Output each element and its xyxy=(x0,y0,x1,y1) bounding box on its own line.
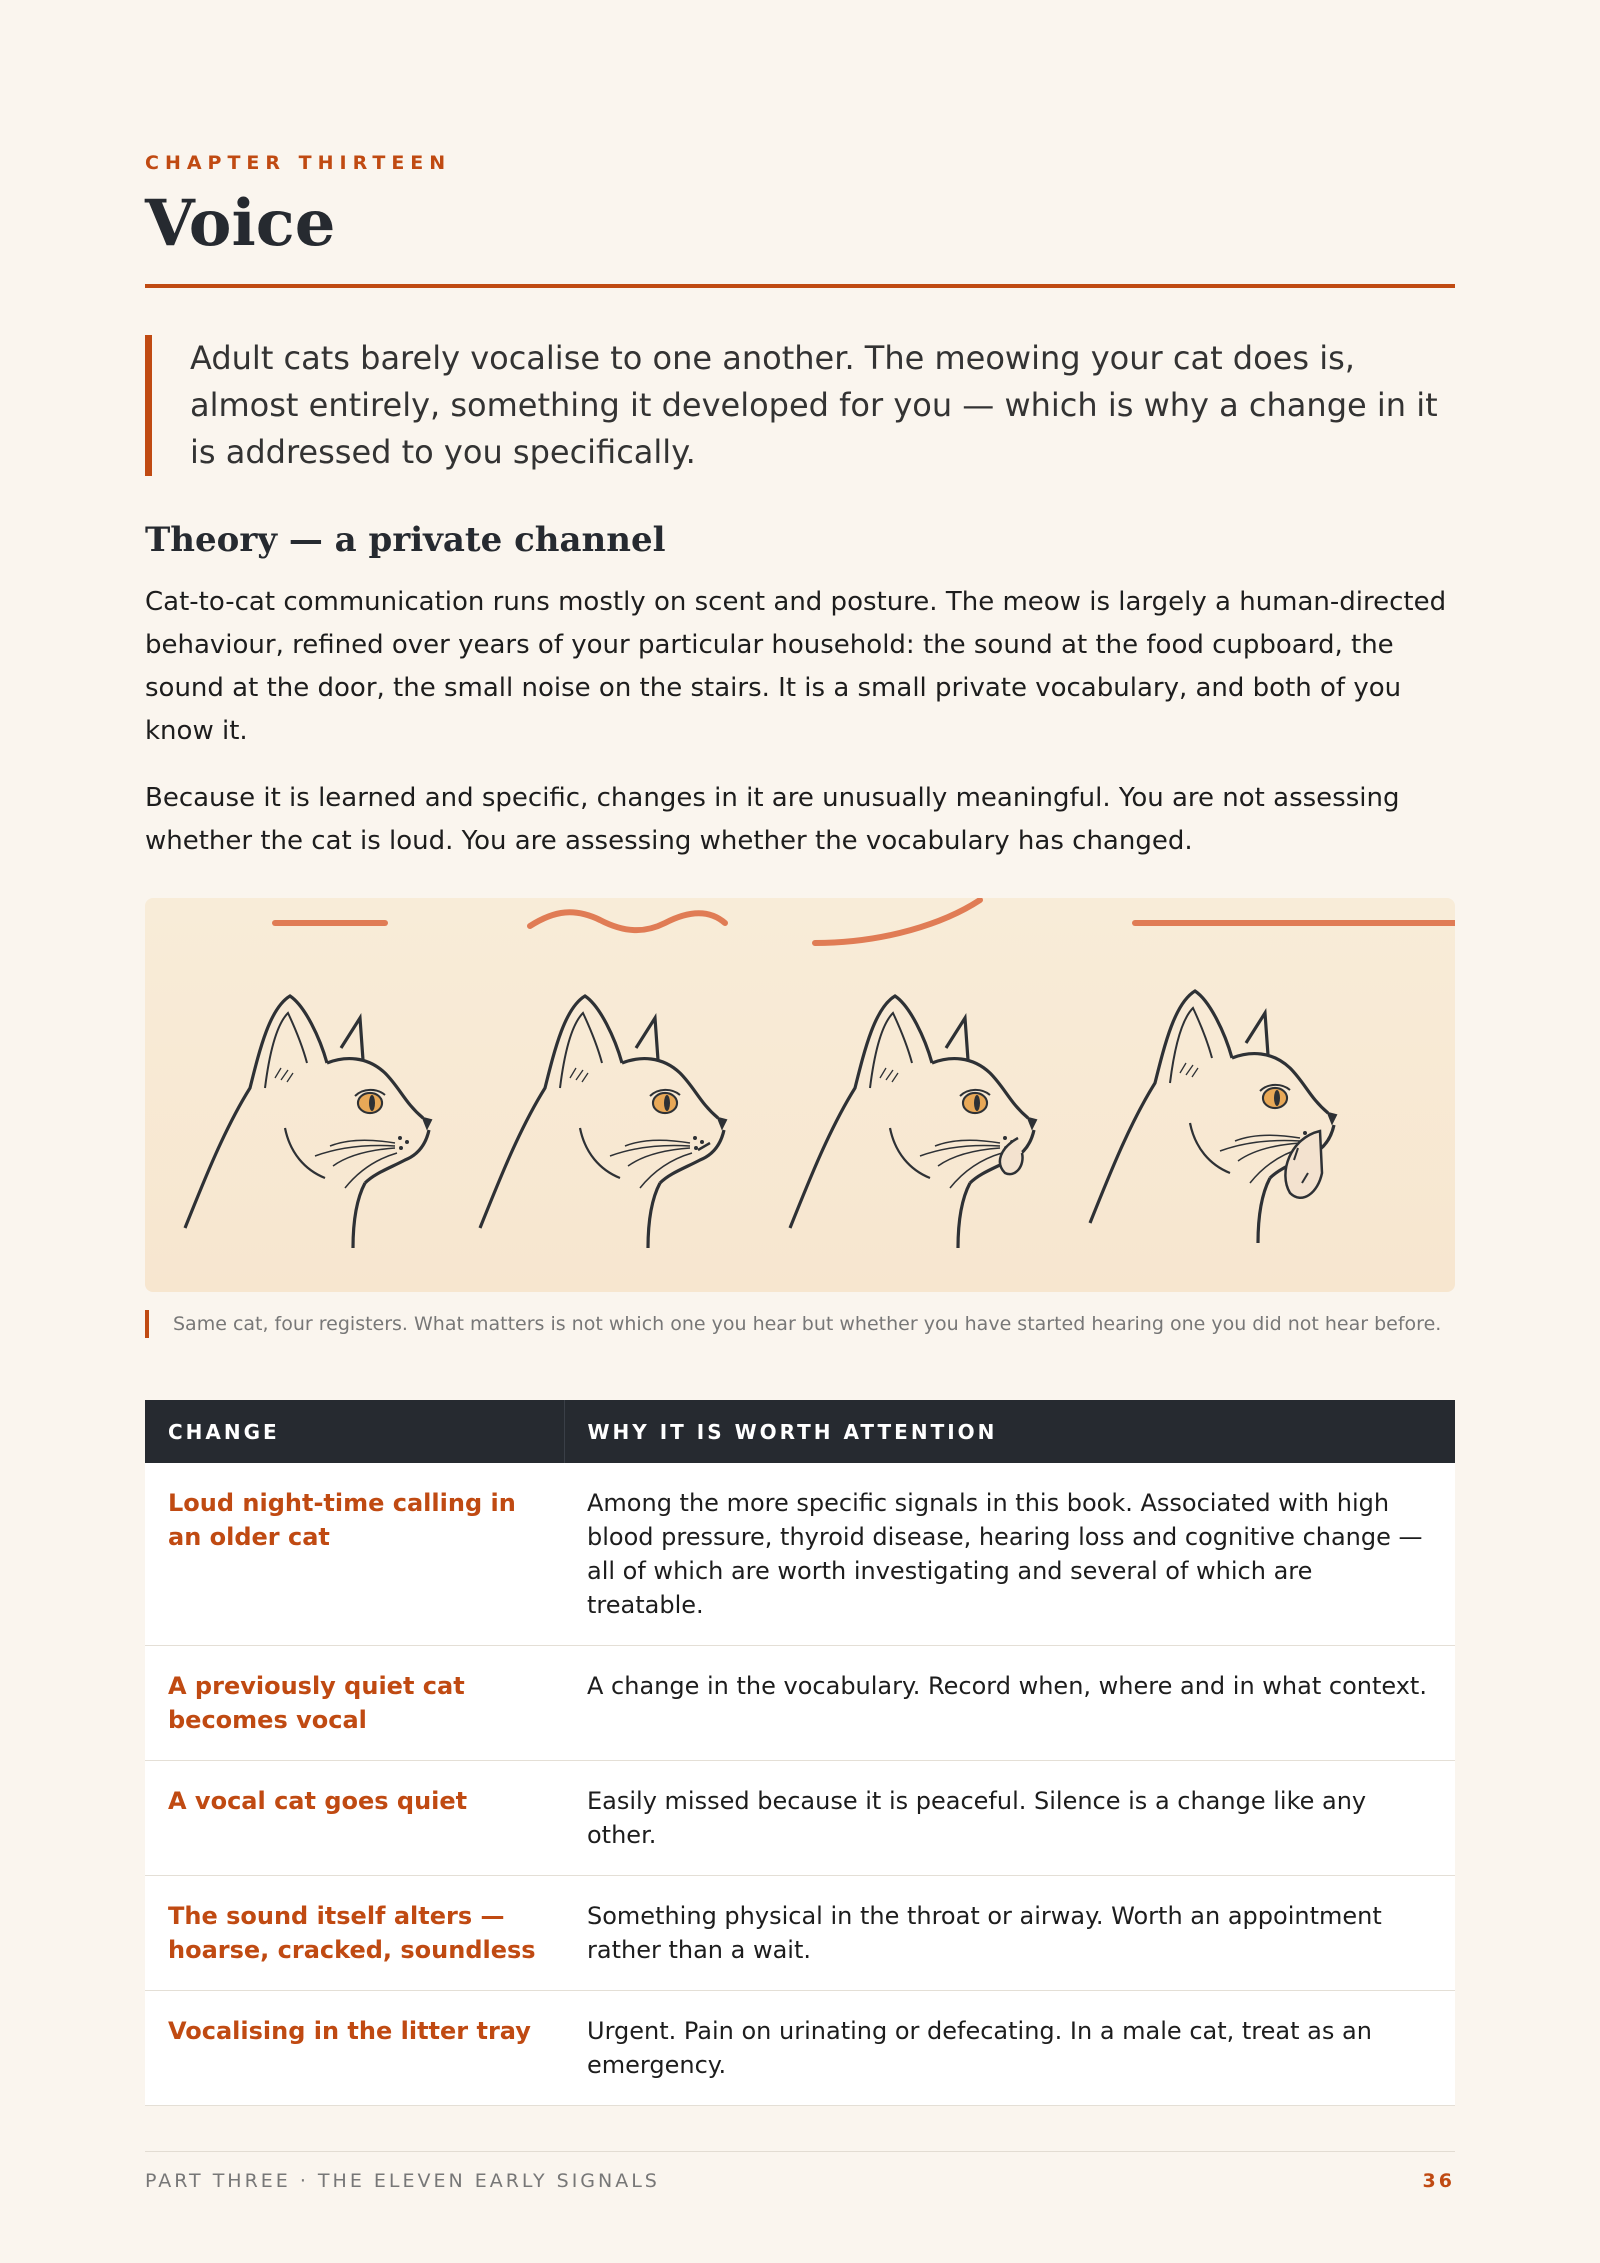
table-row xyxy=(145,1761,1455,1876)
row-why-cell: A change in the vocabulary. Record when, where and in what context. xyxy=(564,1646,1455,1761)
cat-profile-meowing xyxy=(790,996,1036,1248)
row-why-cell: Easily missed because it is peaceful. Silence is a change like any other. xyxy=(564,1761,1455,1876)
chapter-eyebrow: CHAPTER THIRTEEN xyxy=(145,152,452,174)
row-why-cell: Among the more specific signals in this book. Associated with high blood pressure, thyroid disease, hearing loss and cognitive change — all of which are worth investigating and several of which are treatable. xyxy=(564,1463,1455,1646)
footer-divider xyxy=(145,2151,1455,2152)
row-change-cell: Loud night-time calling in an older cat xyxy=(145,1463,564,1646)
title-divider xyxy=(145,284,1455,288)
table-row xyxy=(145,1991,1455,2106)
lead-quote: Adult cats barely vocalise to one another. The meowing your cat does is, almost entirely, something it developed for you — which is why a change in it is addressed to you specifically. xyxy=(145,335,1455,476)
table-row xyxy=(145,1463,1455,1646)
table-row xyxy=(145,1876,1455,1991)
sound-wave-lines xyxy=(275,900,1455,943)
row-why-cell: Something physical in the throat or airway. Worth an appointment rather than a wait. xyxy=(564,1876,1455,1991)
row-change-cell: A vocal cat goes quiet xyxy=(145,1761,564,1876)
body-paragraph-1: Cat-to-cat communication runs mostly on scent and posture. The meow is largely a human-directed behaviour, refined over years of your particular household: the sound at the food cupboard, the sound at the door, the small noise on the stairs. It is a small private vocabulary, and both of you know it. xyxy=(145,587,1447,746)
voice-changes-table xyxy=(145,1400,1455,2106)
chapter-title: Voice xyxy=(145,186,336,261)
table-row xyxy=(145,1646,1455,1761)
row-change-cell: A previously quiet cat becomes vocal xyxy=(145,1646,564,1761)
page-number: 36 xyxy=(1422,2170,1455,2192)
cat-illustration xyxy=(145,898,1455,1292)
row-change-cell: Vocalising in the litter tray xyxy=(145,1991,564,2106)
body-paragraph-2: Because it is learned and specific, changes in it are unusually meaningful. You are not assessing whether the cat is loud. You are assessing whether the vocabulary has changed. xyxy=(145,783,1400,856)
row-change-cell: The sound itself alters — hoarse, cracked, soundless xyxy=(145,1876,564,1991)
cat-profile-calm xyxy=(185,996,431,1248)
column-header-why: WHY IT IS WORTH ATTENTION xyxy=(564,1400,1455,1463)
table-header-row xyxy=(145,1400,1455,1463)
section-heading: Theory — a private channel xyxy=(145,520,666,560)
cat-profile-yowling xyxy=(1090,991,1336,1243)
figure-caption: Same cat, four registers. What matters is not which one you hear but whether you have started hearing one you did not hear before. xyxy=(145,1310,1455,1338)
cat-registers-image xyxy=(145,898,1455,1292)
cat-profile-mouth-slightly-open xyxy=(480,996,726,1248)
column-header-change: CHANGE xyxy=(145,1400,564,1463)
running-footer: PART THREE · THE ELEVEN EARLY SIGNALS xyxy=(145,2170,660,2192)
row-why-cell: Urgent. Pain on urinating or defecating. In a male cat, treat as an emergency. xyxy=(564,1991,1455,2106)
